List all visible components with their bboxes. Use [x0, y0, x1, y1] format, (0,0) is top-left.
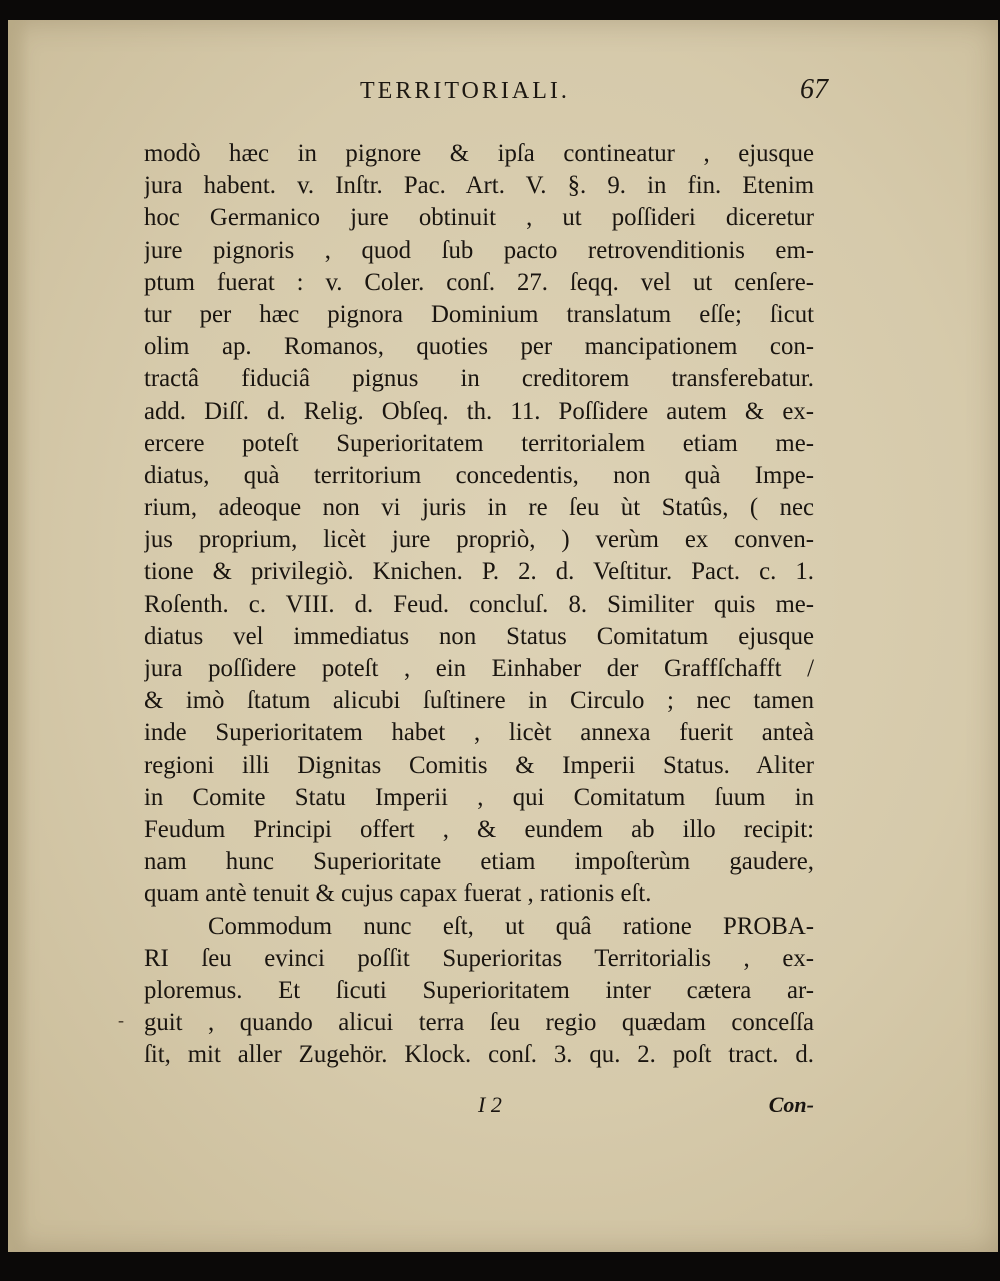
text-line: Roſenth. c. VIII. d. Feud. concluſ. 8. Similiter quis me-	[144, 590, 814, 618]
text-line: jus proprium, licèt jure propriò, ) verùm ex conven-	[144, 526, 814, 554]
text-line: rium, adeoque non vi juris in re ſeu ùt Statûs, ( nec	[144, 494, 814, 522]
text-line: jura poſſidere poteſt , ein Einhaber der Graffſchafft /	[144, 655, 814, 682]
text-line: diatus, quà territorium concedentis, non quà Impe-	[144, 461, 814, 489]
text-line: tur per hæc pignora Dominium translatum eſſe; ſicut	[144, 300, 814, 328]
text-line: RI ſeu evinci poſſit Superioritas Territorialis , ex-	[144, 944, 814, 972]
running-head	[128, 74, 828, 114]
text-line: Commodum nunc eſt, ut quâ ratione PROBA-	[208, 912, 814, 940]
text-line: ptum fuerat : v. Coler. conſ. 27. ſeqq. vel ut cenſere-	[144, 268, 814, 296]
body-text	[144, 138, 814, 1071]
text-line: guit , quando alicui terra ſeu regio quædam conceſſa	[144, 1009, 814, 1037]
catchword: Con-	[768, 1092, 814, 1117]
page-footer	[144, 1092, 814, 1128]
text-line: add. Diſſ. d. Relig. Obſeq. th. 11. Poſſidere autem & ex-	[144, 397, 814, 425]
text-line: tione & privilegiò. Knichen. P. 2. d. Veſtitur. Pact. c. 1.	[144, 558, 814, 586]
book-page	[8, 20, 998, 1252]
margin-mark: -	[118, 1010, 124, 1030]
text-line: ſit, mit aller Zugehör. Klock. conſ. 3. qu. 2. poſt tract. d.	[144, 1041, 814, 1069]
page-number: 67	[800, 74, 828, 105]
page-gutter	[8, 20, 30, 1252]
text-line: tractâ fiduciâ pignus in creditorem transferebatur.	[144, 365, 814, 393]
running-head-title: TERRITORIALI.	[360, 78, 570, 104]
text-line: jure pignoris , quod ſub pacto retrovenditionis em-	[144, 236, 814, 264]
text-line: jura habent. v. Inſtr. Pac. Art. V. §. 9. in fin. Etenim	[144, 172, 814, 200]
text-line: inde Superioritatem habet , licèt annexa fuerit anteà	[144, 719, 814, 747]
text-line: & imò ſtatum alicubi ſuſtinere in Circulo ; nec tamen	[144, 687, 814, 715]
text-line: diatus vel immediatus non Status Comitatum ejusque	[144, 622, 814, 650]
text-line: modò hæc in pignore & ipſa contineatur , ejusque	[144, 140, 814, 167]
text-line: nam hunc Superioritate etiam impoſterùm gaudere,	[144, 848, 814, 876]
text-line: ploremus. Et ſicuti Superioritatem inter cætera ar-	[144, 976, 814, 1004]
text-line: ercere poteſt Superioritatem territorialem etiam me-	[144, 429, 814, 457]
text-line: quam antè tenuit & cujus capax fuerat , rationis eſt.	[144, 880, 652, 908]
text-line: in Comite Statu Imperii , qui Comitatum ſuum in	[144, 783, 814, 811]
signature-mark: I 2	[478, 1092, 502, 1117]
text-line: hoc Germanico jure obtinuit , ut poſſideri diceretur	[144, 204, 814, 232]
text-line: olim ap. Romanos, quoties per mancipationem con-	[144, 333, 814, 361]
text-line: regioni illi Dignitas Comitis & Imperii Status. Aliter	[144, 751, 814, 779]
text-line: Feudum Principi offert , & eundem ab illo recipit:	[144, 815, 814, 843]
